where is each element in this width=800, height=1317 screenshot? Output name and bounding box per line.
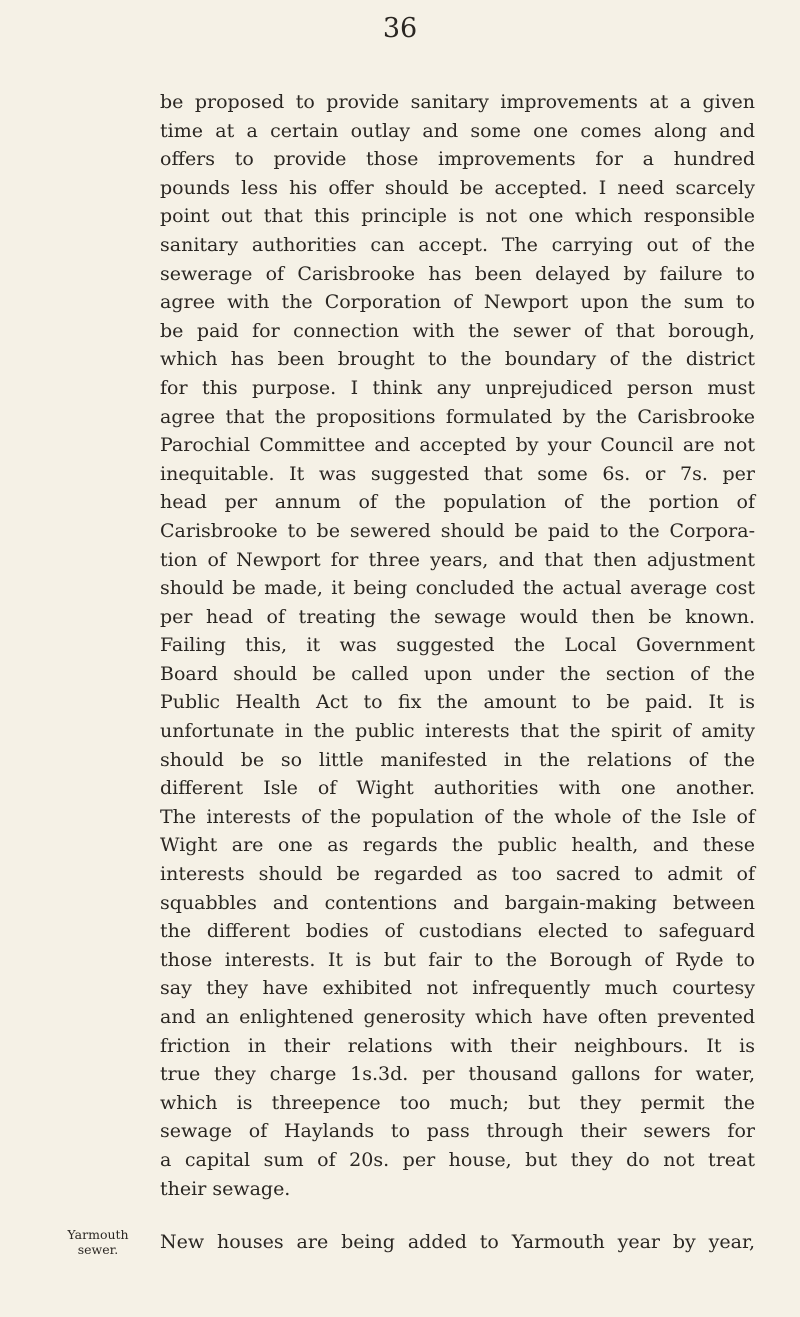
text-line: a capital sum of 20s. per house, but they do not treat (160, 1148, 755, 1171)
next-paragraph-line: New houses are being added to Yarmouth year by year, (160, 1231, 755, 1253)
text-line: which has been brought to the boundary of the district (160, 348, 755, 371)
text-line: The interests of the population of the whole of the Isle of (160, 805, 755, 828)
text-line: offers to provide those improvements for a hundred (160, 148, 755, 171)
text-line: should be so little manifested in the relations of the (160, 748, 755, 771)
text-line: friction in their relations with their neighbours. It is (160, 1034, 755, 1057)
text-line: head per annum of the population of the portion of (160, 491, 755, 514)
text-line: different Isle of Wight authorities with one another. (160, 777, 755, 800)
text-line: per head of treating the sewage would then be known. (160, 605, 755, 628)
text-line: inequitable. It was suggested that some 6s. or 7s. per (160, 462, 755, 485)
text-line: point out that this principle is not one which responsible (160, 205, 755, 228)
text-line: sanitary authorities can accept. The carrying out of the (160, 233, 755, 256)
text-line: for this purpose. I think any unprejudiced person must (160, 376, 755, 399)
text-line: pounds less his offer should be accepted. I need scarcely (160, 176, 755, 199)
text-line: agree with the Corporation of Newport upon the sum to (160, 291, 755, 314)
text-line: say they have exhibited not infrequently much courtesy (160, 977, 755, 1000)
text-line: unfortunate in the public interests that the spirit of amity (160, 720, 755, 743)
text-line: Public Health Act to fix the amount to be paid. It is (160, 691, 755, 714)
text-line: true they charge 1s.3d. per thousand gallons for water, (160, 1063, 755, 1086)
text-line: squabbles and contentions and bargain-making between (160, 891, 755, 914)
text-line: interests should be regarded as too sacred to admit of (160, 863, 755, 886)
text-line: and an enlightened generosity which have often prevented (160, 1006, 755, 1028)
text-line: which is threepence too much; but they permit the (160, 1091, 755, 1114)
text-line: agree that the propositions formulated by the Carisbrooke (160, 405, 755, 428)
text-line: tion of Newport for three years, and that then adjustment (160, 548, 755, 571)
text-line: the different bodies of custodians elected to safeguard (160, 920, 755, 943)
text-line: time at a certain outlay and some one comes along and (160, 119, 755, 142)
side-note-line: Yarmouth (67, 1227, 129, 1242)
text-line: Failing this, it was suggested the Local Government (160, 634, 755, 657)
text-line: Board should be called upon under the section of the (160, 662, 755, 685)
text-line: their sewage. (160, 1177, 291, 1200)
text-line: should be made, it being concluded the actual average cost (160, 577, 755, 600)
text-line: be paid for connection with the sewer of that borough, (160, 319, 755, 342)
text-line: be proposed to provide sanitary improvements at a given (160, 91, 755, 113)
text-line: Carisbrooke to be sewered should be paid to the Corpora- (160, 519, 755, 542)
text-line: sewage of Haylands to pass through their sewers for (160, 1120, 755, 1143)
side-note-line: sewer. (77, 1242, 119, 1257)
text-line: Parochial Committee and accepted by your Council are not (160, 434, 755, 457)
body-paragraph (160, 88, 755, 1203)
text-line: sewerage of Carisbrooke has been delayed by failure to (160, 262, 755, 285)
side-note (53, 1227, 143, 1257)
text-line: Wight are one as regards the public health, and these (160, 834, 755, 857)
page-number: 36 (382, 13, 418, 44)
text-line: those interests. It is but fair to the Borough of Ryde to (160, 948, 755, 971)
